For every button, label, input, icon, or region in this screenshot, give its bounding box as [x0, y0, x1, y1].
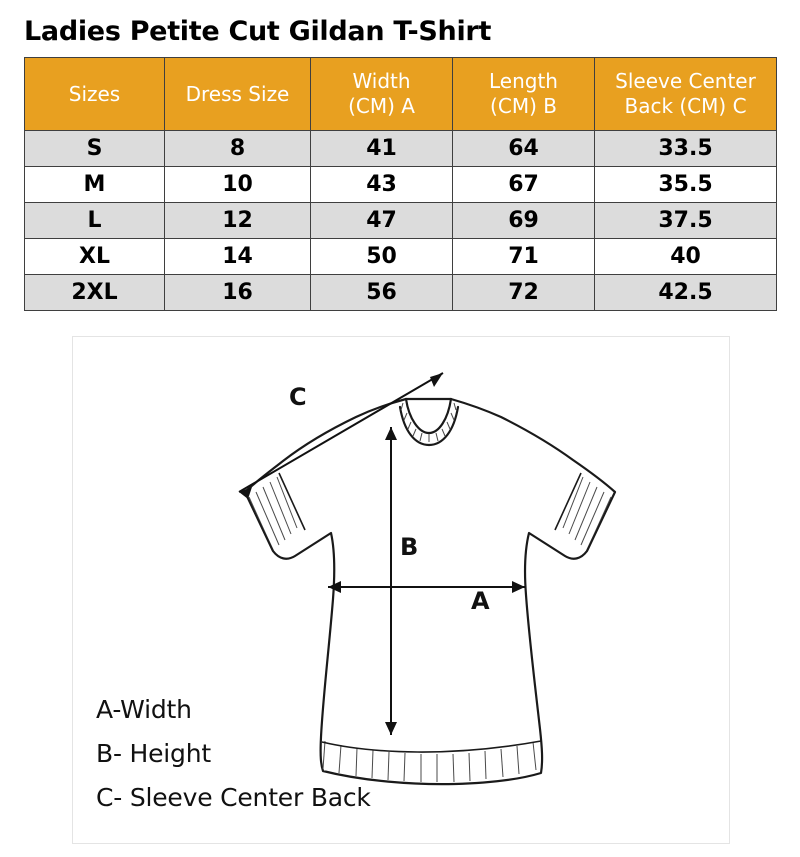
- size-table: [24, 57, 777, 311]
- cell-width: 47: [311, 203, 453, 239]
- cell-sleeve: 42.5: [595, 275, 777, 311]
- cell-dress-size: 12: [165, 203, 311, 239]
- cell-width: 56: [311, 275, 453, 311]
- table-row: [25, 275, 777, 311]
- column-header-length: [453, 58, 595, 131]
- cell-length: 67: [453, 167, 595, 203]
- cell-length: 72: [453, 275, 595, 311]
- measure-b-label: B: [400, 533, 419, 561]
- cell-sleeve: 33.5: [595, 131, 777, 167]
- cell-size: 2XL: [25, 275, 165, 311]
- cell-size: S: [25, 131, 165, 167]
- cell-sleeve: 37.5: [595, 203, 777, 239]
- cell-size: L: [25, 203, 165, 239]
- column-header-width-line1: Width: [352, 69, 411, 93]
- diagram-legend: [96, 688, 371, 820]
- column-header-length-line2: (CM) B: [490, 94, 557, 118]
- measure-a-label: A: [471, 587, 490, 615]
- cell-length: 69: [453, 203, 595, 239]
- table-body: [25, 131, 777, 311]
- column-header-sleeve-line2: Back (CM) C: [624, 94, 747, 118]
- table-row: [25, 203, 777, 239]
- page-title: Ladies Petite Cut Gildan T-Shirt: [24, 16, 492, 47]
- column-header-dress-size: [165, 58, 311, 131]
- column-header-sleeve-center-back: [595, 58, 777, 131]
- cell-dress-size: 10: [165, 167, 311, 203]
- cell-length: 64: [453, 131, 595, 167]
- table-row: [25, 167, 777, 203]
- column-header-sizes-line1: Sizes: [68, 81, 121, 106]
- cell-sleeve: 35.5: [595, 167, 777, 203]
- column-header-dress-size-line1: Dress Size: [185, 81, 290, 106]
- cell-width: 41: [311, 131, 453, 167]
- table-row: [25, 131, 777, 167]
- cell-dress-size: 16: [165, 275, 311, 311]
- cell-size: M: [25, 167, 165, 203]
- column-header-sizes: [25, 58, 165, 131]
- column-header-sleeve-line1: Sleeve Center: [615, 69, 756, 93]
- table-row: [25, 239, 777, 275]
- column-header-width: [311, 58, 453, 131]
- measure-c-label: C: [289, 383, 307, 411]
- legend-item-a: A-Width: [96, 695, 192, 724]
- legend-item-b: B- Height: [96, 739, 211, 768]
- cell-dress-size: 14: [165, 239, 311, 275]
- cell-dress-size: 8: [165, 131, 311, 167]
- table-header: [25, 58, 777, 131]
- cell-size: XL: [25, 239, 165, 275]
- cell-length: 71: [453, 239, 595, 275]
- cell-width: 50: [311, 239, 453, 275]
- legend-item-c: C- Sleeve Center Back: [96, 783, 371, 812]
- table-header-row: [25, 58, 777, 131]
- cell-sleeve: 40: [595, 239, 777, 275]
- column-header-length-line1: Length: [489, 69, 558, 93]
- cell-width: 43: [311, 167, 453, 203]
- column-header-width-line2: (CM) A: [348, 94, 415, 118]
